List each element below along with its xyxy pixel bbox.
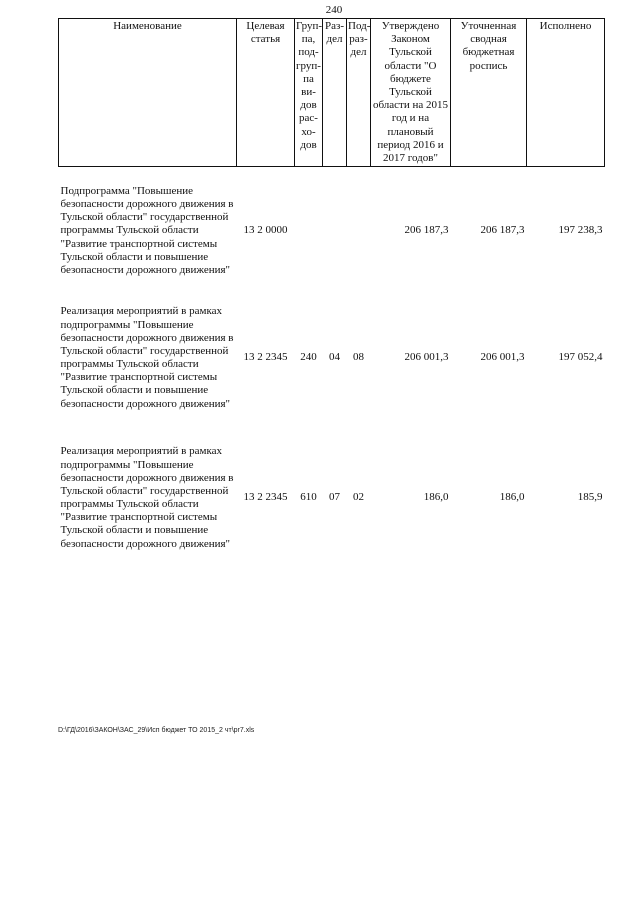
- row-executed: 197 052,4: [558, 351, 603, 364]
- table-header-row: [59, 19, 605, 167]
- row-subsection: [347, 167, 371, 292]
- header-section: Раз-дел: [323, 19, 347, 167]
- row-name: Реализация мероприятий в рамках подпрограммы "Повышение безопасности дорожного движения в Тульской области" государственной программы Тульской области "Развитие транспортной системы Тульской области и повышение безопасности дорожного движения": [60, 445, 234, 550]
- row-section: [323, 167, 347, 292]
- row-name: Подпрограмма "Повышение безопасности дорожного движения в Тульской области" государственной программы Тульской области "Развитие транспортной системы Тульской области и повышение безопасности дорожного движения": [60, 184, 234, 277]
- table-row: [59, 167, 605, 292]
- row-target-article: 13 2 2345: [243, 351, 288, 364]
- row-expense-group: [295, 167, 323, 292]
- row-expense-group: 610: [300, 491, 317, 504]
- header-revised: Уточненная сводная бюджетная роспись: [451, 19, 527, 167]
- row-executed: 197 238,3: [558, 224, 603, 237]
- row-approved: 206 001,3: [404, 351, 449, 364]
- header-target-article: Целевая статья: [237, 19, 295, 167]
- header-approved: Утверждено Законом Тульской области "О бюджете Тульской области на 2015 год и на плановый период 2016 и 2017 годов": [371, 19, 451, 167]
- row-expense-group: 240: [300, 351, 317, 364]
- row-approved: 186,0: [423, 491, 449, 504]
- header-name: Наименование: [59, 19, 237, 167]
- table-row: [59, 425, 605, 571]
- row-section: 07: [329, 491, 340, 504]
- row-revised: 206 001,3: [480, 351, 525, 364]
- file-path-footer: D:\ГД\2016\ЗАКОН\ЗАС_29\Исп бюджет ТО 2015_2 чт\pr7.xls: [58, 727, 255, 734]
- row-revised: 206 187,3: [480, 224, 525, 237]
- row-subsection: 02: [353, 491, 364, 504]
- row-section: 04: [329, 351, 340, 364]
- budget-table: [58, 18, 605, 571]
- page-number: 240: [325, 4, 343, 16]
- header-executed: Исполнено: [527, 19, 605, 167]
- row-executed: 185,9: [577, 491, 603, 504]
- row-name: Реализация мероприятий в рамках подпрограммы "Повышение безопасности дорожного движения в Тульской области" государственной программы Тульской области "Развитие транспортной системы Тульской области и повышение безопасности дорожного движения": [60, 305, 234, 410]
- row-approved: 206 187,3: [404, 224, 449, 237]
- row-target-article: 13 2 0000: [243, 224, 288, 237]
- table-row: [59, 291, 605, 425]
- header-subsection: Под-раз-дел: [347, 19, 371, 167]
- header-expense-group: Груп-па, под-груп-па ви-дов рас-хо-дов: [295, 19, 323, 167]
- row-revised: 186,0: [499, 491, 525, 504]
- row-target-article: 13 2 2345: [243, 491, 288, 504]
- row-subsection: 08: [353, 351, 364, 364]
